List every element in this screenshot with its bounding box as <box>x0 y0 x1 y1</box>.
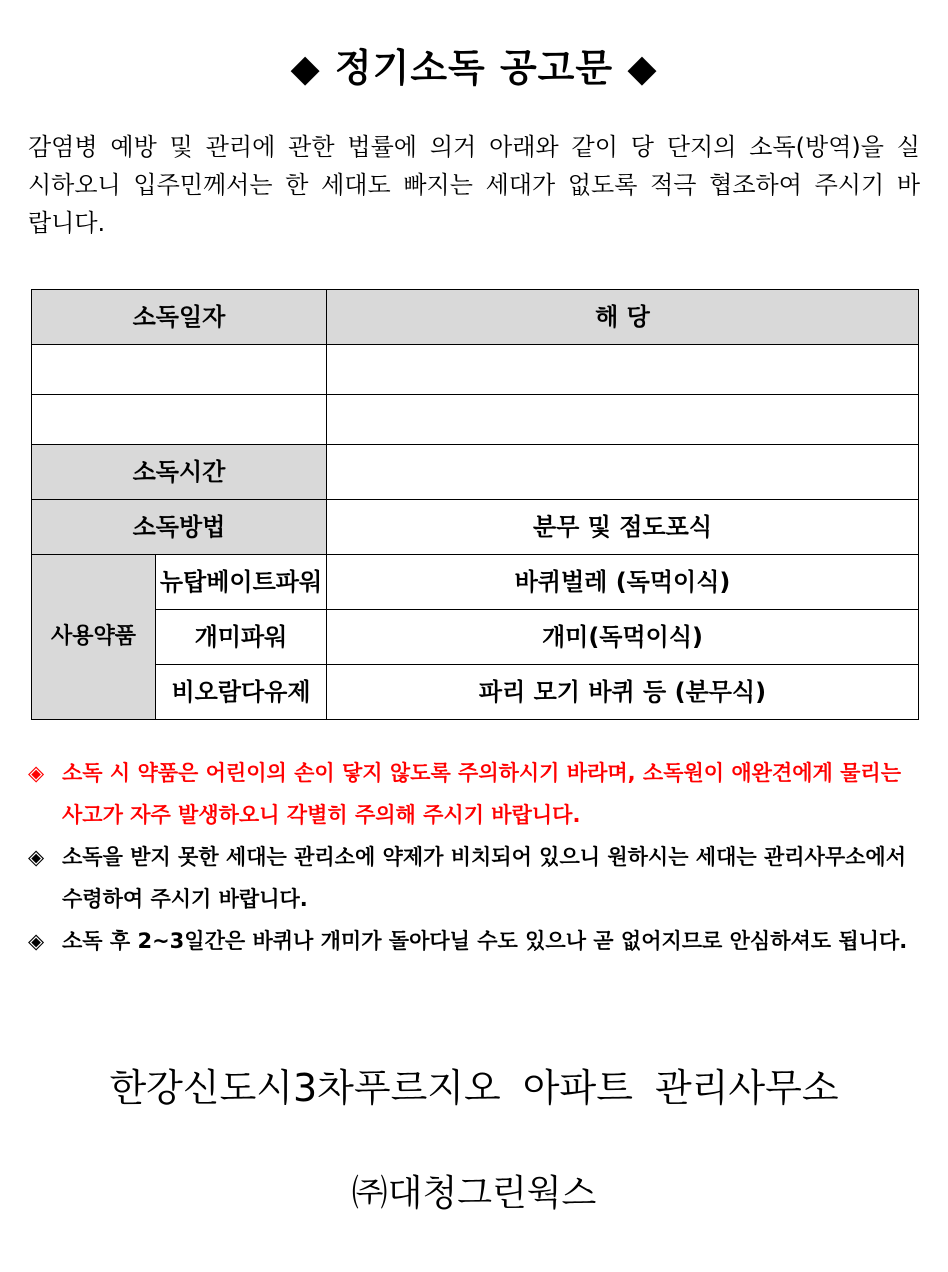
method-value: 분무 및 점도포식 <box>327 500 919 555</box>
chemical-use: 바퀴벌레 (독먹이식) <box>327 555 919 610</box>
target-header: 해 당 <box>327 290 919 345</box>
diamond-bullet-icon: ◈ <box>28 929 45 953</box>
table-row <box>32 395 919 445</box>
chemical-row <box>32 555 919 610</box>
chemical-row <box>32 665 919 720</box>
chemical-use: 파리 모기 바퀴 등 (분무식) <box>327 665 919 720</box>
chemical-name: 뉴탑베이트파워 <box>156 555 327 610</box>
table-header-row <box>32 290 919 345</box>
diamond-bullet-icon: ◈ <box>28 845 45 869</box>
diamond-bullet-icon: ◈ <box>28 761 45 785</box>
schedule-table <box>31 289 919 720</box>
chemical-name: 비오람다유제 <box>156 665 327 720</box>
office-name: 한강신도시3차푸르지오 아파트 관리사무소 <box>109 1066 839 1110</box>
notice-text: 소독 시 약품은 어린이의 손이 닿지 않도록 주의하시기 바라며, 소독원이 애완견에게 물리는 사고가 자주 발생하오니 각별히 주의해 주시기 바랍니다. <box>62 761 901 827</box>
time-row <box>32 445 919 500</box>
chemical-use: 개미(독먹이식) <box>327 610 919 665</box>
date-cell <box>32 395 327 445</box>
method-row <box>32 500 919 555</box>
table-row <box>32 345 919 395</box>
target-cell <box>327 345 919 395</box>
chemical-name: 개미파워 <box>156 610 327 665</box>
target-cell <box>327 395 919 445</box>
notice-item <box>28 920 928 962</box>
chemical-row <box>32 610 919 665</box>
intro-paragraph: 감염병 예방 및 관리에 관한 법률에 의거 아래와 같이 당 단지의 소독(방역)을 실시하오니 입주민께서는 한 세대도 빠지는 세대가 없도록 적극 협조하여 주시기 바랍니다. <box>28 133 920 237</box>
notice-list <box>28 752 928 962</box>
date-cell <box>32 345 327 395</box>
time-value <box>327 445 919 500</box>
notice-text: 소독을 받지 못한 세대는 관리소에 약제가 비치되어 있으니 원하시는 세대는 관리사무소에서 수령하여 주시기 바랍니다. <box>62 845 906 911</box>
time-label: 소독시간 <box>32 445 327 500</box>
notice-item <box>28 836 928 920</box>
date-header: 소독일자 <box>32 290 327 345</box>
chemical-label: 사용약품 <box>32 555 156 720</box>
page-title: ◆ 정기소독 공고문 ◆ <box>290 46 658 90</box>
notice-text: 소독 후 2~3일간은 바퀴나 개미가 돌아다닐 수도 있으나 곧 없어지므로 안심하셔도 됩니다. <box>62 929 908 953</box>
method-label: 소독방법 <box>32 500 327 555</box>
company-name: ㈜대청그린웍스 <box>351 1173 597 1214</box>
notice-item <box>28 752 928 836</box>
